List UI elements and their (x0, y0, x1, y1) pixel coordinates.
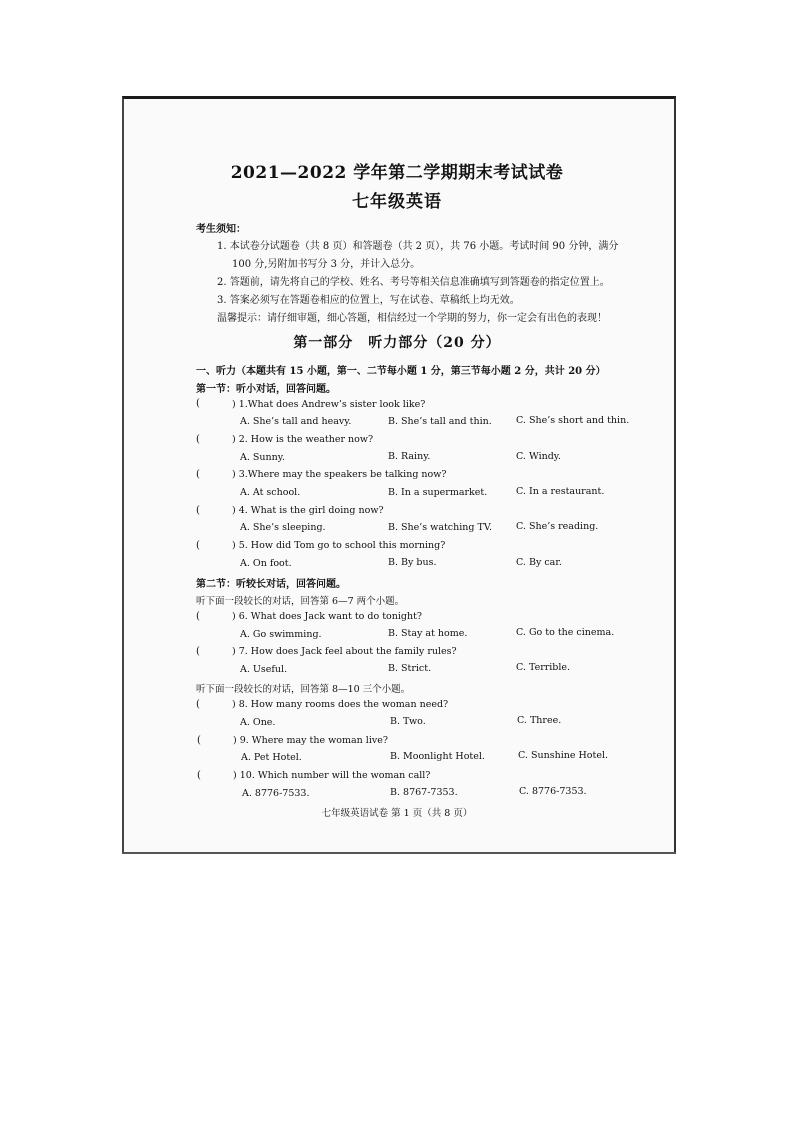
passage-intro: 听下面一段较长的对话，回答第 6—7 两个小题。 (196, 596, 405, 607)
instruction-tip: 温馨提示：请仔细审题，细心答题，相信经过一个学期的努力，你一定会有出色的表现！ (217, 313, 607, 324)
part-one-title: 第一部分 听力部分（20 分） (293, 335, 501, 351)
option-a: A. 8776-7533. (242, 788, 310, 799)
option-b: B. 8767-7353. (390, 787, 458, 798)
answer-blank: ( (196, 540, 200, 551)
option-b: B. Two. (390, 716, 426, 727)
option-c: C. In a restaurant. (516, 486, 605, 497)
option-b: B. Rainy. (388, 451, 431, 462)
option-a: A. At school. (240, 487, 301, 498)
question-text: ) 6. What does Jack want to do tonight? (232, 611, 423, 622)
question-text: ) 4. What is the girl doing now? (232, 505, 384, 516)
option-b: B. She’s tall and thin. (388, 416, 492, 427)
answer-blank: ( (196, 611, 200, 622)
question-text: ) 10. Which number will the woman call? (233, 770, 431, 781)
subsection-heading: 第一节：听小对话，回答问题。 (196, 384, 336, 395)
option-a: A. Go swimming. (240, 629, 322, 640)
answer-blank: ( (196, 398, 200, 409)
option-c: C. She’s reading. (516, 521, 599, 532)
exam-subtitle: 七年级英语 (352, 192, 442, 212)
option-c: C. By car. (516, 557, 562, 568)
question-text: ) 1.What does Andrew’s sister look like? (232, 399, 426, 410)
answer-blank: ( (196, 469, 200, 480)
option-b: B. Strict. (388, 663, 432, 674)
option-a: A. Pet Hotel. (241, 752, 302, 763)
page-edge-line (122, 852, 676, 854)
option-c: C. Terrible. (516, 662, 571, 673)
page-footer: 七年级英语试卷 第 1 页（共 8 页） (321, 808, 473, 819)
option-a: A. She’s sleeping. (240, 522, 326, 533)
answer-blank: ( (196, 505, 200, 516)
option-c: C. Go to the cinema. (516, 627, 615, 638)
instructions-heading: 考生须知： (196, 224, 246, 235)
question-text: ) 5. How did Tom go to school this morning? (232, 540, 446, 551)
subsection-heading: 第二节：听较长对话，回答问题。 (196, 579, 346, 590)
instruction-item: 1. 本试卷分试题卷（共 8 页）和答题卷（共 2 页），共 76 小题。考试时间 90 分钟，满分 (217, 241, 619, 252)
instruction-item: 2. 答题前，请先将自己的学校、姓名、考号等相关信息准确填写到答题卷的指定位置上。 (217, 277, 610, 288)
option-b: B. By bus. (388, 557, 437, 568)
option-c: C. Three. (517, 715, 562, 726)
answer-blank: ( (196, 434, 200, 445)
option-a: A. Sunny. (240, 452, 285, 463)
option-b: B. She’s watching TV. (388, 522, 493, 533)
option-a: A. She’s tall and heavy. (240, 416, 352, 427)
question-text: ) 2. How is the weather now? (232, 434, 374, 445)
instruction-item: 3. 答案必须写在答题卷相应的位置上，写在试卷、草稿纸上均无效。 (217, 295, 520, 306)
answer-blank: ( (197, 770, 201, 781)
question-text: ) 8. How many rooms does the woman need? (232, 699, 449, 710)
passage-intro: 听下面一段较长的对话，回答第 8—10 三个小题。 (196, 684, 411, 695)
question-text: ) 9. Where may the woman live? (233, 735, 388, 746)
option-a: A. On foot. (240, 558, 292, 569)
option-b: B. Moonlight Hotel. (390, 751, 485, 762)
option-b: B. Stay at home. (388, 628, 468, 639)
option-c: C. Sunshine Hotel. (518, 750, 609, 761)
answer-blank: ( (196, 646, 200, 657)
section-heading: 一、听力（本题共有 15 小题，第一、二节每小题 1 分，第三节每小题 2 分，共计 20 分） (196, 366, 606, 377)
option-b: B. In a supermarket. (388, 487, 488, 498)
question-text: ) 3.Where may the speakers be talking now? (232, 469, 447, 480)
option-c: C. 8776-7353. (519, 786, 587, 797)
option-a: A. Useful. (240, 664, 288, 675)
question-text: ) 7. How does Jack feel about the family rules? (232, 646, 457, 657)
option-c: C. Windy. (516, 451, 561, 462)
exam-title: 2021—2022 学年第二学期期末考试试卷 (230, 163, 564, 183)
answer-blank: ( (197, 735, 201, 746)
option-c: C. She’s short and thin. (516, 415, 630, 426)
answer-blank: ( (196, 699, 200, 710)
option-a: A. One. (240, 717, 276, 728)
instruction-item: 100 分,另附加书写分 3 分，并计入总分。 (232, 259, 421, 270)
